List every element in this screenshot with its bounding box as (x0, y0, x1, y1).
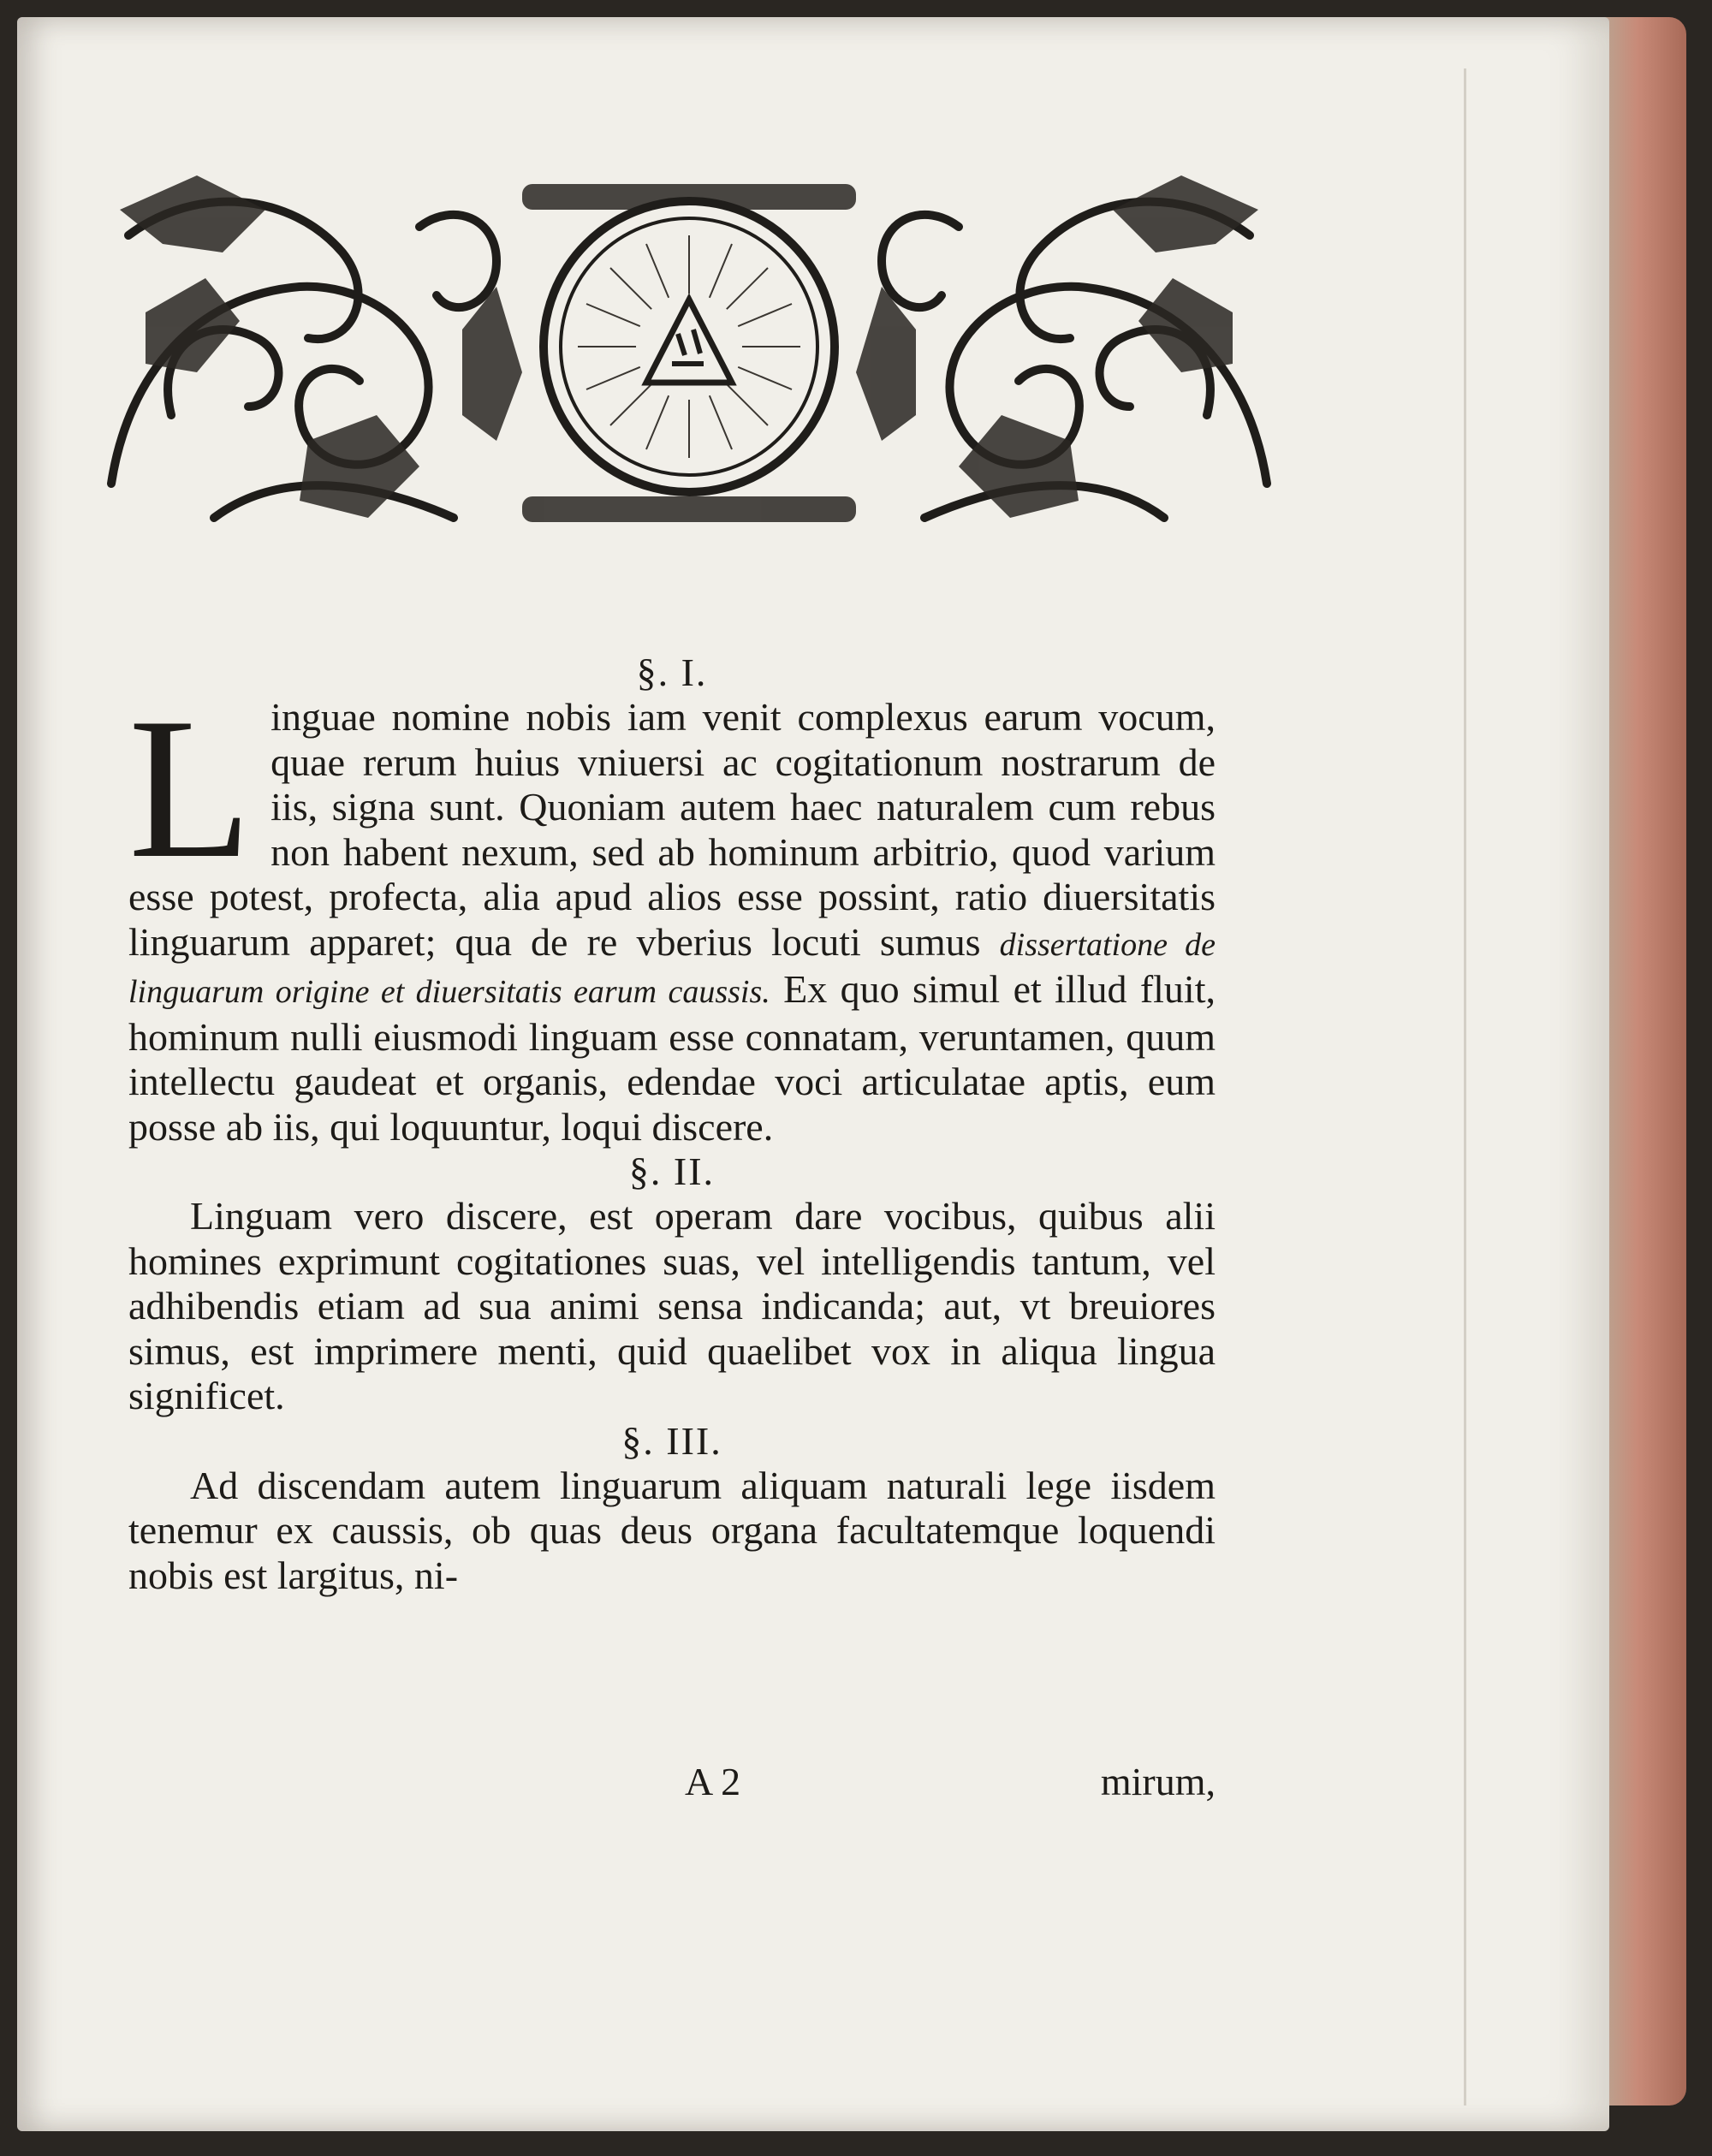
page-footer (128, 1759, 1216, 1810)
section-1-text-a: inguae nomine nobis iam venit complexus earum vocum, quae rerum huius vniuersi ac cogitationum nostrarum de iis, signa sunt. Quoniam autem haec naturalem cum rebus non habent nexum, sed ab hominum arbitrio, quod varium esse potest, profecta, alia apud alios esse possint, ratio diuersitatis linguarum apparet; qua de re vberius locuti sumus (128, 695, 1216, 964)
section-heading-1: §. I. (636, 650, 708, 694)
ornamental-headpiece-icon (94, 158, 1284, 535)
section-3-paragraph: Ad discendam autem linguarum aliquam naturali lege iisdem tenemur ex caussis, ob quas deus organa facultatemque loquendi nobis est largitus, ni- (128, 1463, 1216, 1597)
page-fold-line (1464, 68, 1466, 2106)
page-text-block (128, 650, 1216, 1598)
section-2-paragraph: Linguam vero discere, est operam dare vocibus, quibus alii homines exprimunt cogitationes suas, vel intelligendis tantum, vel adhibendis etiam ad sua animi sensa indicanda; aut, vt breuiores simus, est imprimere menti, quid quaelibet vox in aliqua lingua significet. (128, 1194, 1216, 1417)
section-heading-2: §. II. (628, 1149, 716, 1193)
signature-mark: A 2 (685, 1760, 741, 1803)
catchword: mirum, (1100, 1760, 1216, 1803)
drop-cap: L (128, 677, 253, 900)
section-1-text-b: Ex quo simul et illud fluit, hominum nulli eiusmodi linguam esse connatam, veruntamen, quum intellectu gaudeat et organis, edendae voci articulatae aptis, eum posse ab iis, qui loquuntur, loqui discere. (128, 967, 1216, 1149)
section-heading-3: §. III. (621, 1418, 722, 1463)
section-1-italic-reference: dissertatione de linguarum origine et diuersitatis earum caussis. (128, 926, 1216, 1010)
section-1-paragraph (128, 677, 1216, 1149)
